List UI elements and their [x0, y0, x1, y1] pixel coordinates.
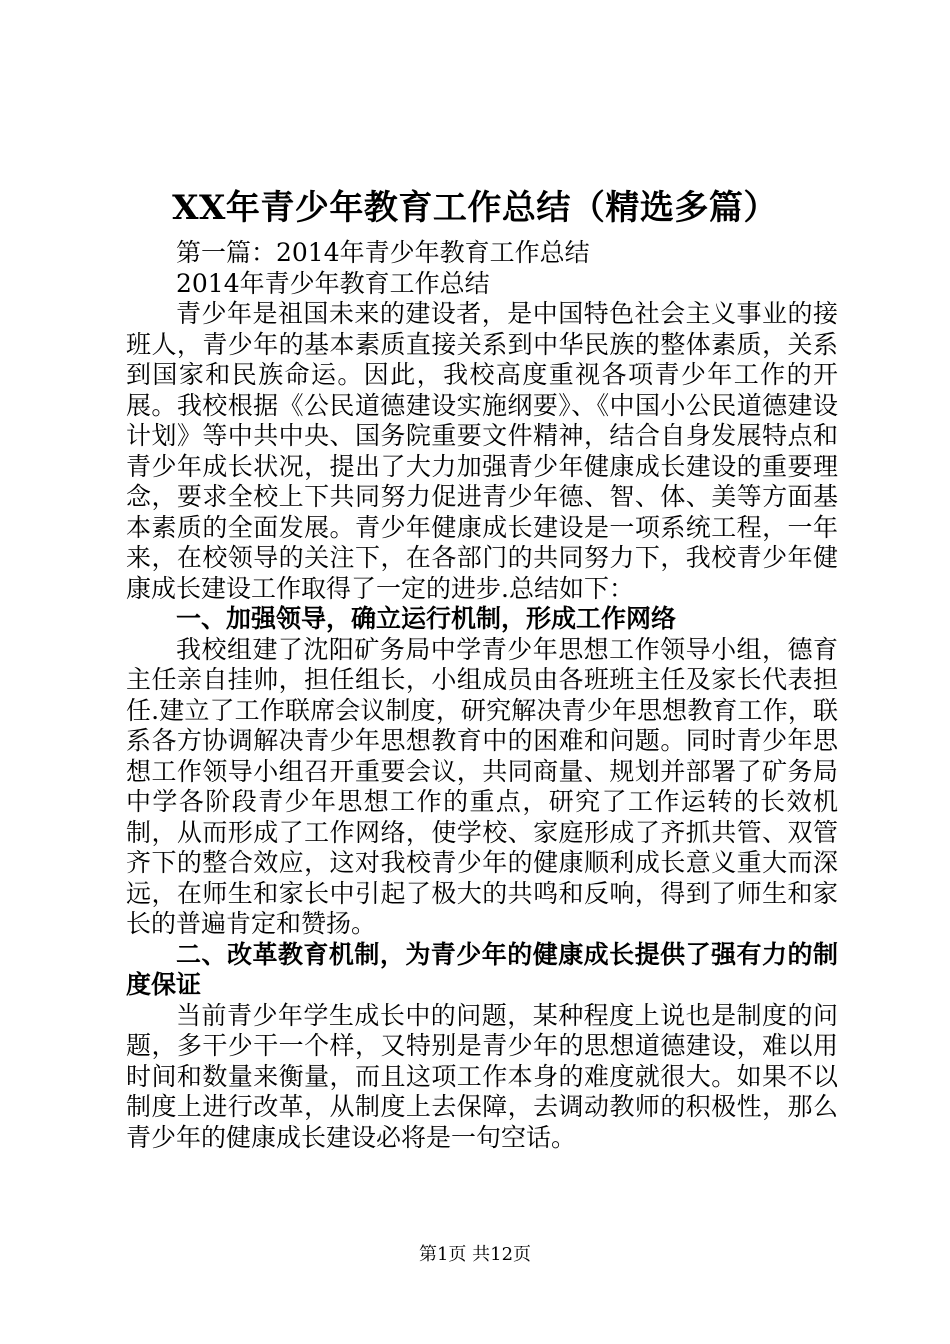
body-paragraph: 当前青少年学生成长中的问题，某种程度上说也是制度的问题，多干少干一个样，又特别是青少年的思想道德建设，难以用时间和数量来衡量，而且这项工作本身的难度就很大。如果不以制度上进行改革，从制度上去保障，去调动教师的积极性，那么青少年的健康成长建设必将是一句空话。 [126, 1000, 838, 1152]
section-subtitle: 2014年青少年教育工作总结 [176, 268, 490, 298]
section-heading: 二、改革教育机制，为青少年的健康成长提供了强有力的制度保证 [126, 939, 838, 999]
section-subtitle: 第一篇：2014年青少年教育工作总结 [176, 238, 590, 267]
section-heading: 一、加强领导，确立运行机制，形成工作网络 [176, 604, 677, 633]
page-number-footer: 第1页 共12页 [418, 1244, 532, 1265]
body-paragraph: 青少年是祖国未来的建设者，是中国特色社会主义事业的接班人，青少年的基本素质直接关系到中华民族的整体素质，关系到国家和民族命运。因此，我校高度重视各项青少年工作的开展。我校根据《公民道德建设实施纲要》、《中国小公民道德建设计划》等中共中央、国务院重要文件精神，结合自身发展特点和青少年成长状况，提出了大力加强青少年健康成长建设的重要理念，要求全校上下共同努力促进青少年德、智、体、美等方面基本素质的全面发展。青少年健康成长建设是一项系统工程，一年来，在校领导的关注下，在各部门的共同努力下，我校青少年健康成长建设工作取得了一定的进步.总结如下： [126, 299, 838, 603]
document-title: XX年青少年教育工作总结（精选多篇） [172, 188, 778, 228]
body-paragraph: 我校组建了沈阳矿务局中学青少年思想工作领导小组，德育主任亲自挂帅，担任组长，小组成员由各班班主任及家长代表担任.建立了工作联席会议制度，研究解决青少年思想教育工作，联系各方协调解决青少年思想教育中的困难和问题。同时青少年思想工作领导小组召开重要会议，共同商量、规划并部署了矿务局中学各阶段青少年思想工作的重点，研究了工作运转的长效机制，从而形成了工作网络，使学校、家庭形成了齐抓共管、双管齐下的整合效应，这对我校青少年的健康顺利成长意义重大而深远，在师生和家长中引起了极大的共鸣和反响，得到了师生和家长的普遍肯定和赞扬。 [126, 634, 838, 938]
document-body [126, 238, 838, 1153]
